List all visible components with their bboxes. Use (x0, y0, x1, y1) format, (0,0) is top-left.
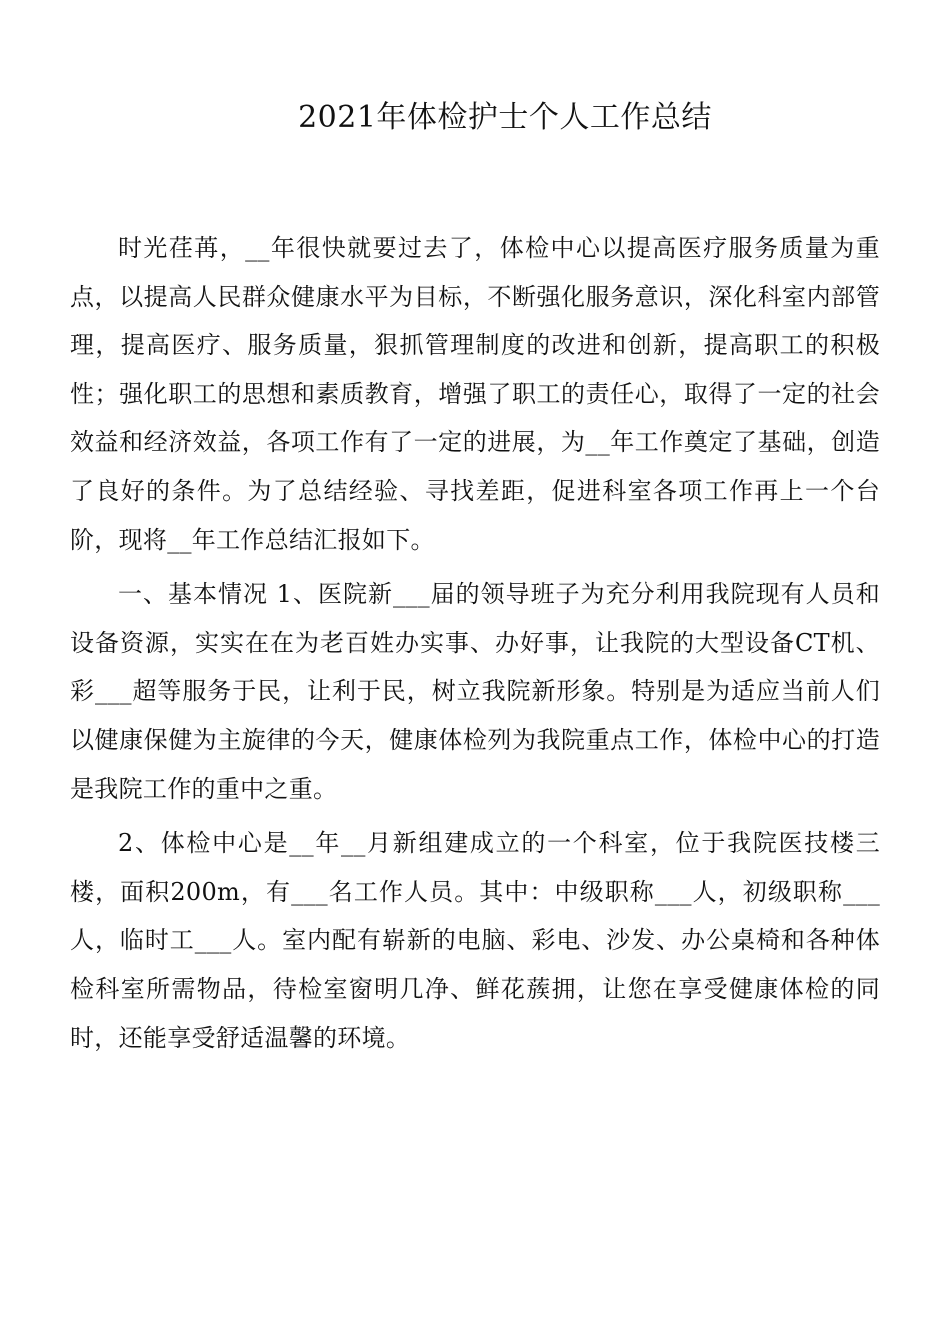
document-title: 2021年体检护士个人工作总结 (298, 100, 712, 135)
paragraph-intro: 时光荏苒，__年很快就要过去了，体检中心以提高医疗服务质量为重点，以提高人民群众健康水平为目标，不断强化服务意识，深化科室内部管理，提高医疗、服务质量，狠抓管理制度的改进和创新，提高职工的积极性；强化职工的思想和素质教育，增强了职工的责任心，取得了一定的社会效益和经济效益，各项工作有了一定的进展，为__年工作奠定了基础，创造了良好的条件。为了总结经验、寻找差距，促进科室各项工作再上一个台阶，现将__年工作总结汇报如下。 (70, 234, 880, 554)
document-body (70, 224, 880, 1062)
paragraph-basic-situation: 一、基本情况 1、医院新___届的领导班子为充分利用我院现有人员和设备资源，实实在在为老百姓办实事、办好事，让我院的大型设备CT机、彩___超等服务于民，让利于民，树立我院新形象。特别是为适应当前人们以健康保健为主旋律的今天，健康体检列为我院重点工作，体检中心的打造是我院工作的重中之重。 (70, 580, 880, 803)
paragraph-center-overview: 2、体检中心是__年__月新组建成立的一个科室，位于我院医技楼三楼，面积200m，有___名工作人员。其中：中级职称___人，初级职称___人，临时工___人。室内配有崭新的电脑、彩电、沙发、办公桌椅和各种体检科室所需物品，待检室窗明几净、鲜花蔟拥，让您在享受健康体检的同时，还能享受舒适温馨的环境。 (70, 829, 880, 1052)
